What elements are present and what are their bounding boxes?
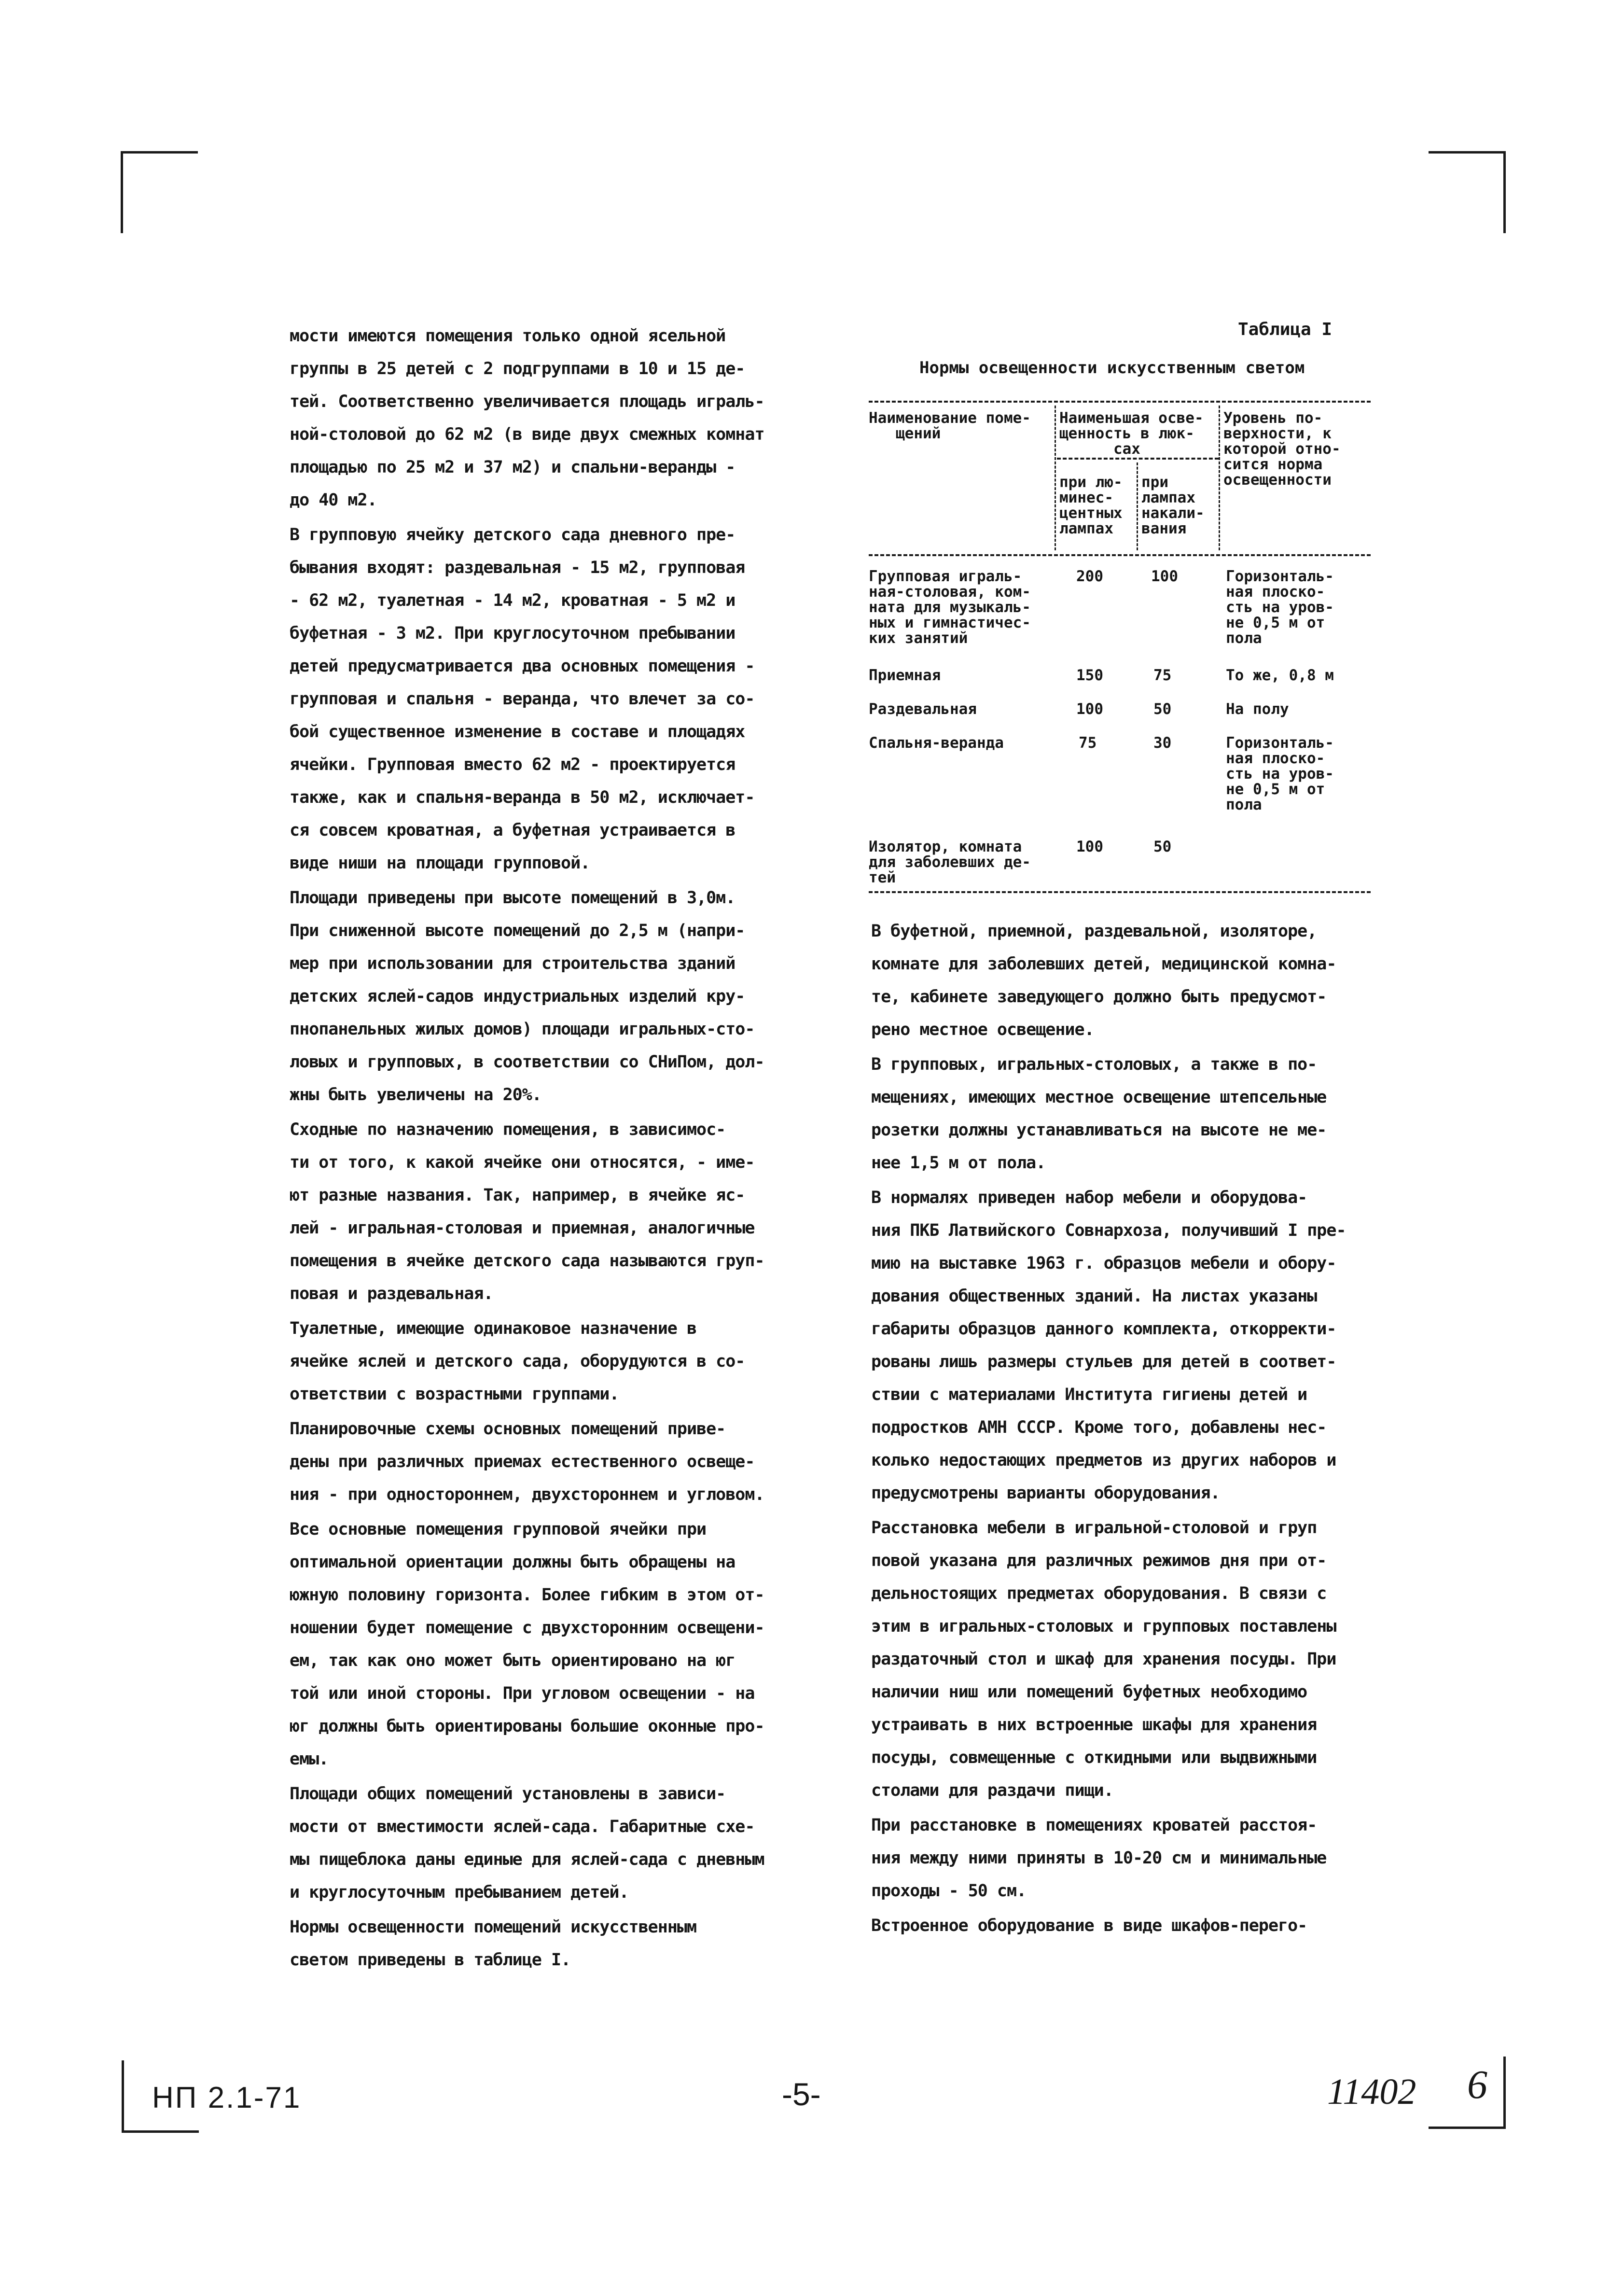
text-line: Туалетные, имеющие одинаковое назначение в xyxy=(290,1319,697,1338)
text-line: нее 1,5 м от пола. xyxy=(871,1153,1046,1173)
text-line: ответствии с возрастными группами. xyxy=(290,1385,619,1404)
row-incandescent-lux: 50 xyxy=(1153,700,1172,718)
text-line: рено местное освещение. xyxy=(871,1020,1094,1039)
text-line: и круглосуточным пребыванием детей. xyxy=(290,1883,629,1902)
text-line: - 62 м2, туалетная - 14 м2, кроватная - 5 м2 и xyxy=(290,591,736,610)
header-min-illuminance: Наименьшая осве- щенность в люк- сах xyxy=(1059,409,1204,458)
crop-mark-top-left-h xyxy=(121,151,198,154)
text-line: столами для раздачи пищи. xyxy=(871,1781,1113,1800)
text-line: детей предусматривается два основных помещения - xyxy=(290,657,755,676)
paragraph xyxy=(871,1809,1368,1907)
right-text-column xyxy=(871,915,1368,1944)
text-line: повой указана для различных режимов дня при от- xyxy=(871,1551,1327,1570)
paragraph xyxy=(290,1413,782,1511)
row-incandescent-lux: 50 xyxy=(1153,838,1172,855)
text-line: рованы лишь размеры стульев для детей в соответ- xyxy=(871,1352,1336,1371)
crop-mark-top-left-v xyxy=(121,151,123,233)
crop-mark-bottom-left-v xyxy=(122,2060,124,2133)
text-line: ем, так как оно может быть ориентировано на юг xyxy=(290,1651,736,1670)
row-room-name: Приемная xyxy=(869,667,941,684)
paragraph xyxy=(290,1777,782,1909)
text-line: буфетная - 3 м2. При круглосуточном пребывании xyxy=(290,624,736,643)
text-line: жны быть увеличены на 20%. xyxy=(290,1085,541,1105)
paragraph xyxy=(290,1113,782,1310)
paragraph xyxy=(871,915,1368,1046)
text-line: дельностоящих предметах оборудования. В связи с xyxy=(871,1584,1327,1603)
row-room-name: Раздевальная xyxy=(869,700,977,718)
text-line: Планировочные схемы основных помещений приве- xyxy=(290,1419,726,1439)
text-line: тей. Соответственно увеличивается площадь играль- xyxy=(290,392,764,411)
text-line: подростков АМН СССР. Кроме того, добавлены нес- xyxy=(871,1418,1327,1437)
paragraph xyxy=(871,1048,1368,1179)
text-line: посуды, совмещенные с откидными или выдвижными xyxy=(871,1748,1317,1767)
text-line: оптимальной ориентации должны быть обращены на xyxy=(290,1553,736,1572)
text-line: группы в 25 детей с 2 подгруппами в 10 и 15 де- xyxy=(290,359,745,378)
text-line: ти от того, к какой ячейке они относятся, - име- xyxy=(290,1153,755,1172)
text-line: В групповую ячейку детского сада дневного пре- xyxy=(290,525,736,545)
crop-mark-bottom-left-h xyxy=(122,2130,199,2133)
text-line: В нормалях приведен набор мебели и оборудова- xyxy=(871,1188,1307,1207)
row-surface-level: Горизонталь- ная плоско- сть на уров- не 0,5 м от пола xyxy=(1226,568,1334,647)
inventory-number: 11402 xyxy=(1327,2071,1416,2112)
sheet-number: 6 xyxy=(1467,2062,1487,2107)
paragraph xyxy=(871,1909,1368,1942)
text-line: Сходные по назначению помещения, в зависимос- xyxy=(290,1120,726,1139)
text-line: те, кабинете заведующего должно быть предусмот- xyxy=(871,987,1327,1007)
text-line: В буфетной, приемной, раздевальной, изоляторе, xyxy=(871,922,1317,941)
document-code: НП 2.1-71 xyxy=(152,2081,302,2114)
text-line: той или иной стороны. При угловом освещении - на xyxy=(290,1684,755,1703)
row-room-name: Групповая играль- ная-столовая, ком- ната для музыкаль- ных и гимнастичес- ких занятий xyxy=(869,568,1031,647)
page-number: -5- xyxy=(782,2076,821,2112)
paragraph xyxy=(290,1312,782,1411)
table-rule-bottom xyxy=(869,891,1371,893)
text-line: ния ПКБ Латвийского Совнархоза, получивший I пре- xyxy=(871,1221,1346,1240)
row-incandescent-lux: 100 xyxy=(1151,568,1178,585)
header-surface-level: Уровень по- верхности, к которой отно- сится норма освещенности xyxy=(1223,409,1341,489)
lighting-norms-table xyxy=(869,395,1371,897)
paragraph xyxy=(290,1911,782,1976)
row-fluorescent-lux: 150 xyxy=(1076,667,1103,684)
paragraph xyxy=(871,1511,1368,1807)
text-line: устраивать в них встроенные шкафы для хранения xyxy=(871,1715,1317,1735)
text-line: групповая и спальня - веранда, что влечет за со- xyxy=(290,689,755,709)
text-line: комнате для заболевших детей, медицинской комна- xyxy=(871,954,1336,974)
row-room-name: Изолятор, комната для заболевших де- тей xyxy=(869,838,1031,886)
text-line: мещениях, имеющих местное освещение штепсельные xyxy=(871,1088,1327,1107)
text-line: мы пищеблока даны единые для яслей-сада с дневным xyxy=(290,1850,764,1869)
text-line: розетки должны устанавливаться на высоте не ме- xyxy=(871,1120,1327,1140)
row-surface-level: Горизонталь- ная плоско- сть на уров- не 0,5 м от пола xyxy=(1226,734,1334,813)
text-line: ловых и групповых, в соответствии со СНиПом, дол- xyxy=(290,1052,764,1072)
text-line: юг должны быть ориентированы большие оконные про- xyxy=(290,1717,764,1736)
header-incandescent: при лампах накали- вания xyxy=(1141,474,1205,537)
text-line: колько недостающих предметов из других наборов и xyxy=(871,1451,1336,1470)
crop-mark-bottom-right-v xyxy=(1503,2057,1506,2129)
table-rule-top xyxy=(869,401,1371,403)
row-fluorescent-lux: 75 xyxy=(1079,734,1097,752)
crop-mark-top-right-v xyxy=(1503,151,1506,233)
text-line: Площади общих помещений установлены в зависи- xyxy=(290,1784,726,1804)
text-line: бой существенное изменение в составе и площадях xyxy=(290,722,745,742)
text-line: Все основные помещения групповой ячейки при xyxy=(290,1520,707,1539)
text-line: дования общественных зданий. На листах указаны xyxy=(871,1287,1317,1306)
header-room-name: Наименование поме- щений xyxy=(869,409,1031,442)
table-title: Нормы освещенности искусственным светом xyxy=(919,358,1305,378)
paragraph xyxy=(290,320,782,517)
text-line: светом приведены в таблице I. xyxy=(290,1950,571,1970)
paragraph xyxy=(871,1181,1368,1510)
table-divider xyxy=(1055,406,1056,550)
text-line: дены при различных приемах естественного освеще- xyxy=(290,1452,755,1471)
text-line: ния между ними приняты в 10-20 см и минимальные xyxy=(871,1848,1327,1868)
text-line: мости имеются помещения только одной ясельной xyxy=(290,326,726,346)
table-divider xyxy=(1137,462,1138,550)
text-line: площадью по 25 м2 и 37 м2) и спальни-веранды - xyxy=(290,458,736,477)
paragraph xyxy=(290,1513,782,1776)
crop-mark-top-right-h xyxy=(1429,151,1506,154)
table-rule-header xyxy=(869,554,1371,556)
row-surface-level: То же, 0,8 м xyxy=(1226,667,1334,684)
text-line: В групповых, игральных-столовых, а также в по- xyxy=(871,1055,1317,1074)
table-rule-sub xyxy=(1057,458,1219,460)
text-line: лей - игральная-столовая и приемная, аналогичные xyxy=(290,1218,755,1238)
crop-mark-bottom-right-h xyxy=(1429,2127,1506,2129)
text-line: Расстановка мебели в игральной-столовой и груп xyxy=(871,1518,1317,1538)
row-surface-level: На полу xyxy=(1226,700,1289,718)
text-line: Нормы освещенности помещений искусственным xyxy=(290,1917,697,1937)
text-line: При расстановке в помещениях кроватей расстоя- xyxy=(871,1816,1317,1835)
text-line: ной-столовой до 62 м2 (в виде двух смежных комнат xyxy=(290,425,764,444)
text-line: ячейки. Групповая вместо 62 м2 - проектируется xyxy=(290,755,736,774)
text-line: Встроенное оборудование в виде шкафов-перего- xyxy=(871,1916,1307,1935)
text-line: емы. xyxy=(290,1749,329,1769)
row-fluorescent-lux: 100 xyxy=(1076,700,1103,718)
text-line: При сниженной высоте помещений до 2,5 м (напри- xyxy=(290,921,745,940)
header-fluorescent: при лю- минес- центных лампах xyxy=(1059,474,1123,537)
left-text-column xyxy=(290,320,782,1978)
row-fluorescent-lux: 200 xyxy=(1076,568,1103,585)
text-line: ния - при одностороннем, двухстороннем и угловом. xyxy=(290,1485,764,1504)
text-line: до 40 м2. xyxy=(290,490,377,510)
table-divider xyxy=(1219,406,1220,550)
text-line: ношении будет помещение с двухсторонним освещени- xyxy=(290,1618,764,1637)
text-line: виде ниши на площади групповой. xyxy=(290,854,590,873)
text-line: наличии ниш или помещений буфетных необходимо xyxy=(871,1682,1307,1702)
row-fluorescent-lux: 100 xyxy=(1076,838,1103,855)
text-line: южную половину горизонта. Более гибким в этом от- xyxy=(290,1585,764,1605)
text-line: бывания входят: раздевальная - 15 м2, групповая xyxy=(290,558,745,577)
text-line: этим в игральных-столовых и групповых поставлены xyxy=(871,1617,1336,1636)
text-line: Площади приведены при высоте помещений в 3,0м. xyxy=(290,888,736,908)
text-line: ствии с материалами Института гигиены детей и xyxy=(871,1385,1307,1404)
table-number: Таблица I xyxy=(1238,320,1333,339)
row-room-name: Спальня-веранда xyxy=(869,734,1004,752)
text-line: также, как и спальня-веранда в 50 м2, исключает- xyxy=(290,788,755,807)
text-line: пнопанельных жилых домов) площади игральных-сто- xyxy=(290,1020,755,1039)
row-incandescent-lux: 75 xyxy=(1153,667,1172,684)
text-line: мер при использовании для строительства зданий xyxy=(290,954,736,973)
text-line: мости от вместимости яслей-сада. Габаритные схе- xyxy=(290,1817,755,1836)
paragraph xyxy=(290,882,782,1111)
text-line: мию на выставке 1963 г. образцов мебели и обору- xyxy=(871,1254,1336,1273)
text-line: ячейке яслей и детского сада, оборудуются в со- xyxy=(290,1352,745,1371)
text-line: ся совсем кроватная, а буфетная устраивается в xyxy=(290,821,736,840)
text-line: предусмотрены варианты оборудования. xyxy=(871,1483,1220,1503)
text-line: ют разные названия. Так, например, в ячейке яс- xyxy=(290,1186,745,1205)
text-line: повая и раздевальная. xyxy=(290,1284,493,1303)
row-incandescent-lux: 30 xyxy=(1153,734,1172,752)
text-line: проходы - 50 см. xyxy=(871,1881,1027,1901)
text-line: детских яслей-садов индустриальных изделий кру- xyxy=(290,987,745,1006)
paragraph xyxy=(290,518,782,880)
text-line: габариты образцов данного комплекта, откорректи- xyxy=(871,1319,1336,1339)
text-line: раздаточный стол и шкаф для хранения посуды. При xyxy=(871,1650,1336,1669)
text-line: помещения в ячейке детского сада называются груп- xyxy=(290,1251,764,1271)
